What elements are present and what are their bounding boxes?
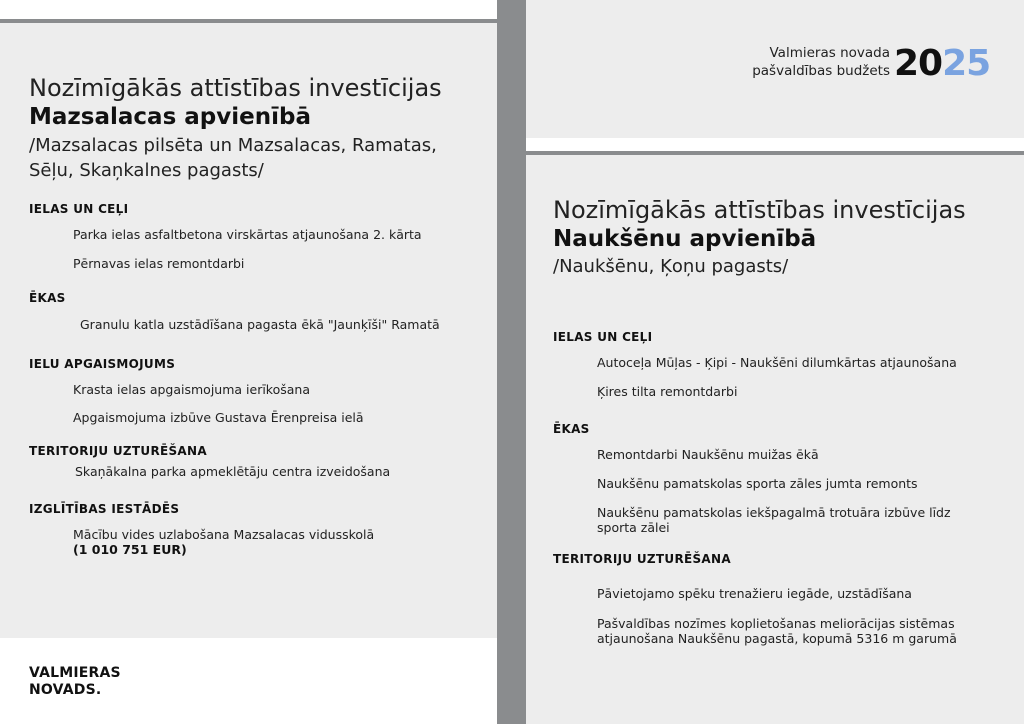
right-title-bold: Naukšēnu apvienībā	[553, 226, 817, 252]
right-section-heading: IELAS UN CEĻI	[553, 330, 653, 344]
right-list-item: Naukšēnu pamatskolas iekšpagalmā trotuāra izbūve līdz sporta zālei	[597, 505, 951, 535]
right-list-item: Remontdarbi Naukšēnu muižas ēkā	[597, 447, 819, 462]
right-list-item: Ķires tilta remontdarbi	[597, 384, 738, 399]
left-section-heading: IELAS UN CEĻI	[29, 202, 129, 216]
budget-line2: pašvaldības budžets	[752, 63, 890, 79]
left-section-heading: ĒKAS	[29, 291, 66, 305]
left-list-item: Granulu katla uzstādīšana pagasta ēkā "Jaunķīši" Ramatā	[80, 317, 440, 332]
budget-year	[894, 43, 991, 84]
logo-line2: NOVADS.	[29, 682, 102, 698]
year-part-1: 20	[894, 43, 943, 84]
left-list-item: Skaņākalna parka apmeklētāju centra izveidošana	[75, 464, 391, 479]
right-title-line: Nozīmīgākās attīstības investīcijas	[553, 196, 966, 224]
left-subtitle: /Mazsalacas pilsēta un Mazsalacas, Ramatas, Sēļu, Skaņkalnes pagasts/	[29, 135, 437, 181]
year-part-2: 25	[942, 43, 991, 84]
left-title-bold: Mazsalacas apvienībā	[29, 104, 311, 130]
left-list-item: Mācību vides uzlabošana Mazsalacas vidusskolā	[73, 527, 375, 542]
center-divider	[497, 0, 526, 724]
logo-line1: VALMIERAS	[29, 665, 121, 681]
left-title-line: Nozīmīgākās attīstības investīcijas	[29, 74, 442, 102]
left-section-heading: IELU APGAISMOJUMS	[29, 357, 176, 371]
left-list-item: Krasta ielas apgaismojuma ierīkošana	[73, 382, 310, 397]
left-list-item: Apgaismojuma izbūve Gustava Ērenpreisa ielā	[73, 410, 364, 425]
left-section-heading: TERITORIJU UZTURĒŠANA	[29, 444, 207, 458]
right-list-item: Pāvietojamo spēku trenažieru iegāde, uzstādīšana	[597, 586, 912, 601]
left-list-item: Parka ielas asfaltbetona virskārtas atjaunošana 2. kārta	[73, 227, 422, 242]
left-amount	[73, 542, 187, 557]
budget-label	[752, 44, 890, 80]
right-section-heading: ĒKAS	[553, 422, 590, 436]
valmieras-novads-logo	[29, 665, 121, 699]
right-list-item: Pašvaldības nozīmes koplietošanas meliorācijas sistēmas atjaunošana Naukšēnu pagastā, kopumā 5316 m garumā	[597, 616, 957, 646]
budget-line1: Valmieras novada	[769, 45, 890, 61]
left-section-heading: IZGLĪTĪBAS IESTĀDĒS	[29, 502, 180, 516]
right-subtitle: /Naukšēnu, Ķoņu pagasts/	[553, 256, 789, 277]
left-list-item: Pērnavas ielas remontdarbi	[73, 256, 245, 271]
amount-value: (1 010 751 EUR)	[73, 542, 187, 557]
right-list-item: Autoceļa Mūļas - Ķipi - Naukšēni dilumkārtas atjaunošana	[597, 355, 957, 370]
right-list-item: Naukšēnu pamatskolas sporta zāles jumta remonts	[597, 476, 918, 491]
right-section-heading: TERITORIJU UZTURĒŠANA	[553, 552, 731, 566]
